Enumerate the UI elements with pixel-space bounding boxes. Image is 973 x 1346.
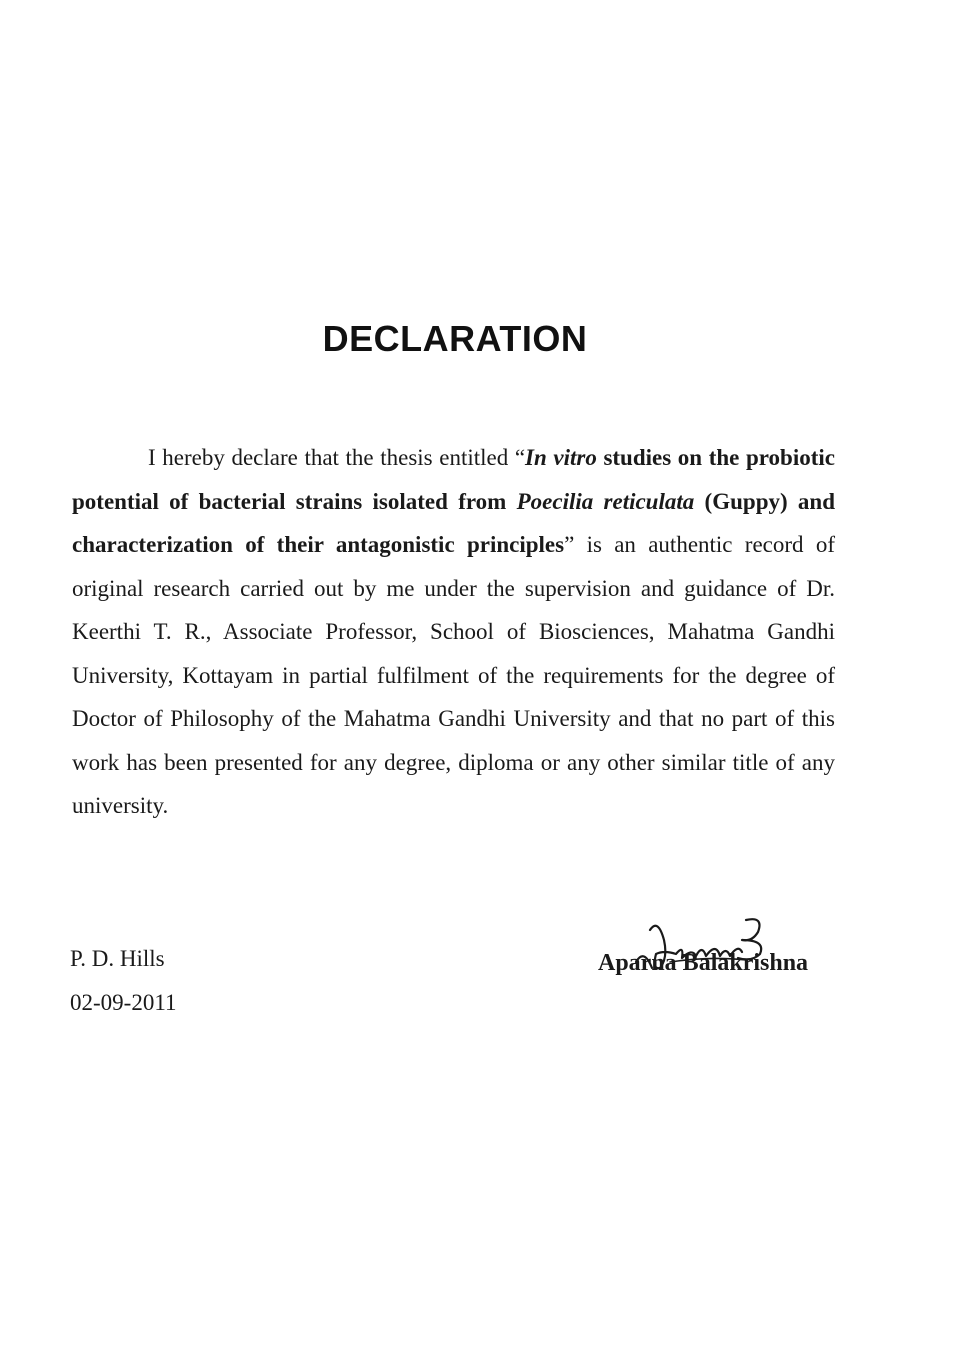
page-title: DECLARATION [322,318,588,359]
declaration-body: ” is an authentic record of original research carried out by me under the supervision and guidance of Dr. Keerthi T. R., Associate Professor, School of Biosciences, Mahatma Gandhi University, Kottayam in partial fulfilment of the requirements for the degree of Doctor of Philosophy of the Mahatma Gandhi University and that no part of this work has been presented for any degree, diploma or any other similar title of any university. [72,532,835,818]
signatory-name: Aparna Balakrishna [598,950,809,976]
thesis-title-italic-2: Poecilia reticulata [516,488,695,514]
handwritten-signature [630,910,780,980]
declaration-paragraph [72,436,835,828]
declaration-intro: I hereby declare that the thesis entitled “ [148,445,526,470]
place: P. D. Hills [70,946,165,971]
thesis-title-italic-1: In vitro [525,445,597,470]
date: 02-09-2011 [70,990,177,1015]
thesis-title-part-2: studies on the probiotic potential of bacterial strains isolated from [72,445,835,514]
thesis-title-part-3: (Guppy) and characterization of their antagonistic principles [72,488,836,557]
